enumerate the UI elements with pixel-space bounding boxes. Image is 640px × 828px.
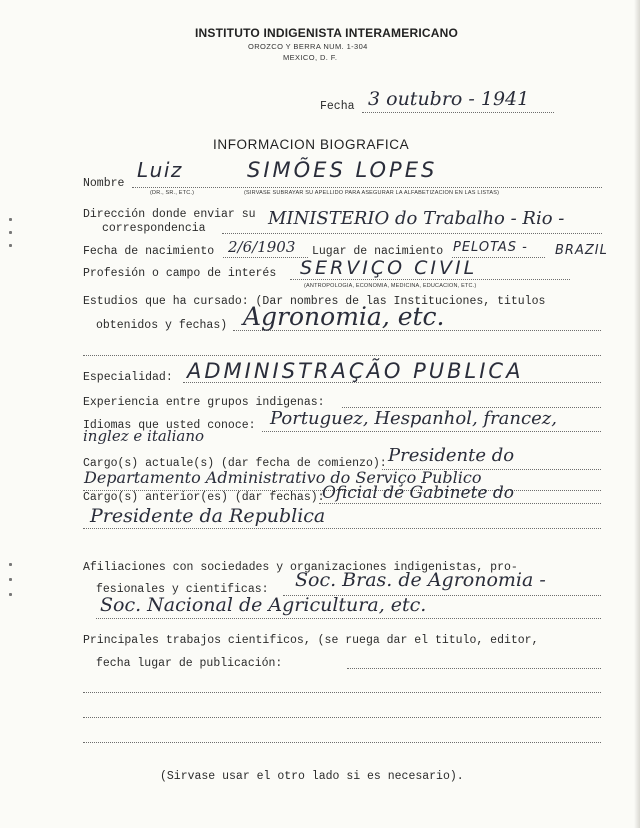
experience-label: Experiencia entre grupos indigenas: xyxy=(83,396,325,409)
languages-value-line1[interactable]: Portuguez, Hespanhol, francez, xyxy=(270,408,557,429)
date-label: Fecha xyxy=(320,100,355,113)
affiliations-label-line1: Afiliaciones con sociedades y organizaciones indigenistas, pro- xyxy=(83,561,518,574)
section-title: INFORMACION BIOGRAFICA xyxy=(213,137,410,152)
previous-positions-label: Cargo(s) anterior(es) (dar fechas): xyxy=(83,491,325,504)
birth-place-label: Lugar de nacimiento xyxy=(312,245,444,258)
works-label-line2: fecha lugar de publicación: xyxy=(96,657,283,670)
current-positions-value-line1[interactable]: Presidente do xyxy=(388,445,515,466)
footer-note: (Sirvase usar el otro lado si es necesario). xyxy=(160,770,464,783)
name-title-value[interactable]: Luiz xyxy=(137,158,183,182)
previous-positions-value-line2[interactable]: Presidente da Republica xyxy=(90,505,326,527)
birth-date-value[interactable]: 2/6/1903 xyxy=(228,238,296,256)
profession-label: Profesión o campo de interés xyxy=(83,267,277,280)
name-hint-surname: (SIRVASE SUBRAYAR SU APELLIDO PARA ASEGURAR LA ALFABETIZACION EN LAS LISTAS) xyxy=(244,190,500,196)
current-positions-label: Cargo(s) actuale(s) (dar fecha de comienzo): xyxy=(83,457,387,470)
studies-value[interactable]: Agronomia, etc. xyxy=(243,302,445,331)
studies-label-line2: obtenidos y fechas) xyxy=(96,319,228,332)
address-value[interactable]: MINISTERIO do Trabalho - Rio - xyxy=(268,208,565,229)
specialty-label: Especialidad: xyxy=(83,371,173,384)
specialty-value[interactable]: ADMINISTRAÇÃO PUBLICA xyxy=(187,359,524,383)
name-value[interactable]: SIMÕES LOPES xyxy=(247,158,438,182)
birth-place-value[interactable]: PELOTAS - xyxy=(453,240,528,255)
affiliations-label-line2: fesionales y cientificas: xyxy=(96,583,269,596)
institution-name: INSTITUTO INDIGENISTA INTERAMERICANO xyxy=(195,26,458,40)
affiliations-value-line2[interactable]: Soc. Nacional de Agricultura, etc. xyxy=(100,594,427,616)
address-label-line2: correspondencia xyxy=(102,222,206,235)
previous-positions-value-line1[interactable]: Oficial de Gabinete do xyxy=(322,483,515,503)
current-positions-value-line2[interactable]: Departamento Administrativo do Serviço Publico xyxy=(84,468,482,487)
profession-value[interactable]: SERVIÇO CIVIL xyxy=(300,257,478,279)
institution-address: OROZCO Y BERRA NUM. 1-304 xyxy=(248,42,368,51)
studies-label-line1: Estudios que ha cursado: (Dar nombres de las Instituciones, titulos xyxy=(83,295,546,308)
profession-hint: (ANTROPOLOGIA, ECONOMIA, MEDICINA, EDUCACION, ETC.) xyxy=(304,283,477,289)
address-label-line1: Dirección donde enviar su xyxy=(83,208,256,221)
name-hint-title: (DR., SR., ETC.) xyxy=(150,190,195,196)
languages-label: Idiomas que usted conoce: xyxy=(83,419,256,432)
institution-city: MEXICO, D. F. xyxy=(283,53,338,62)
works-label-line1: Principales trabajos cientificos, (se ruega dar el titulo, editor, xyxy=(83,634,539,647)
birth-date-label: Fecha de nacimiento xyxy=(83,245,215,258)
name-label: Nombre xyxy=(83,177,125,190)
languages-value-line2[interactable]: inglez e italiano xyxy=(83,427,205,445)
affiliations-value-line1[interactable]: Soc. Bras. de Agronomia - xyxy=(295,569,546,591)
birth-country-value[interactable]: BRAZIL xyxy=(555,243,608,258)
date-value[interactable]: 3 outubro - 1941 xyxy=(368,88,530,110)
